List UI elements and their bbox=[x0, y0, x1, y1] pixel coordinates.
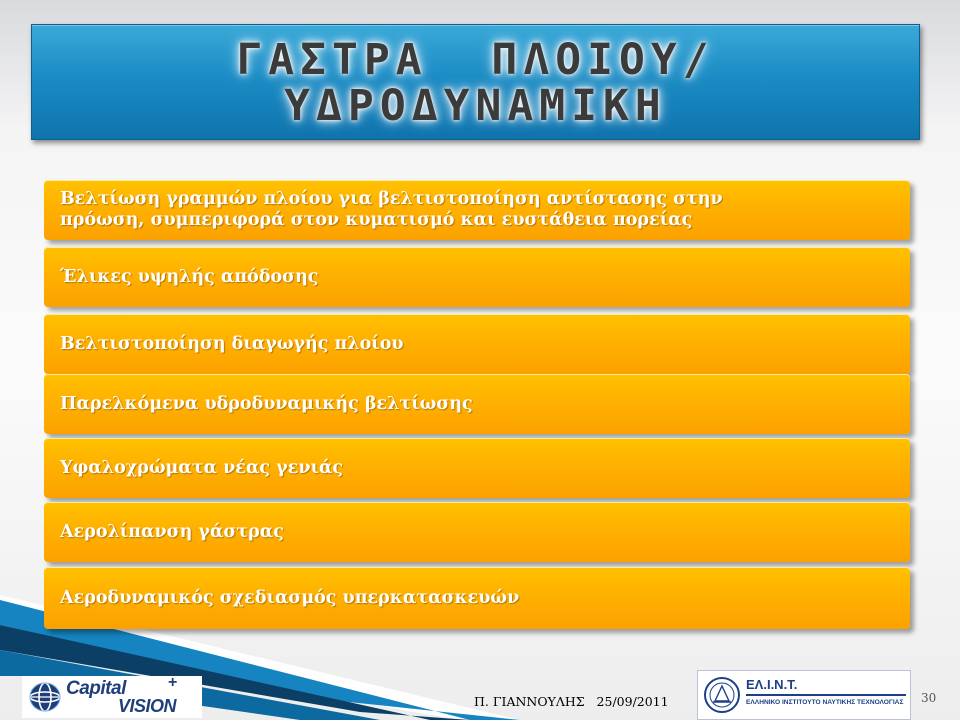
list-item-text: Υφαλοχρώματα νέας γενιάς bbox=[60, 457, 344, 478]
list-item bbox=[44, 314, 910, 374]
logo-word-vision: VISION bbox=[118, 696, 177, 716]
seal-icon bbox=[703, 675, 741, 715]
logo-plus: + bbox=[168, 674, 178, 691]
slide-title-line-2: ΥΔΡΟΔΥΝΑΜΙΚΗ bbox=[284, 81, 667, 131]
list-item bbox=[44, 374, 910, 434]
list-item-text: Αερολίπανση γάστρας bbox=[60, 521, 284, 542]
footer-author-date: Π. ΓΙΑΝΝΟΥΛΗΣ 25/09/2011 bbox=[474, 694, 669, 709]
capital-vision-logo bbox=[22, 676, 202, 718]
list-item-text: Έλικες υψηλής απόδοσης bbox=[60, 266, 319, 287]
page-number: 30 bbox=[921, 691, 937, 705]
elint-subtitle: ΕΛΛΗΝΙΚΟ ΙΝΣΤΙΤΟΥΤΟ ΝΑΥΤΙΚΗΣ ΤΕΧΝΟΛΟΓΙΑΣ bbox=[746, 699, 904, 706]
elint-logo bbox=[697, 670, 911, 720]
list-item bbox=[44, 567, 910, 629]
list-item-line-1: Βελτίωση γραμμών πλοίου για βελτιστοποίηση αντίστασης στην bbox=[60, 189, 723, 209]
elint-divider bbox=[746, 694, 906, 696]
elint-name: ΕΛ.Ι.Ν.Τ. bbox=[746, 677, 798, 692]
logo-word-capital: Capital bbox=[66, 678, 126, 699]
title-banner bbox=[31, 24, 920, 140]
list-item-text bbox=[60, 189, 723, 231]
list-item bbox=[44, 438, 910, 498]
list-item-text: Παρελκόμενα υδροδυναμικής βελτίωσης bbox=[60, 393, 473, 414]
list-item bbox=[44, 502, 910, 562]
list-item bbox=[44, 247, 910, 307]
slide-title-line-1: ΓΑΣΤΡΑ ΠΛΟΙΟΥ/ bbox=[236, 35, 715, 85]
list-item-text: Αεροδυναμικός σχεδιασμός υπερκατασκευών bbox=[60, 587, 520, 608]
globe-icon bbox=[28, 681, 62, 713]
list-item-text: Βελτιστοποίηση διαγωγής πλοίου bbox=[60, 333, 404, 354]
list-item bbox=[44, 180, 910, 240]
list-item-line-2: πρόωση, συμπεριφορά στον κυματισμό και ευστάθεια πορείας bbox=[60, 210, 693, 230]
